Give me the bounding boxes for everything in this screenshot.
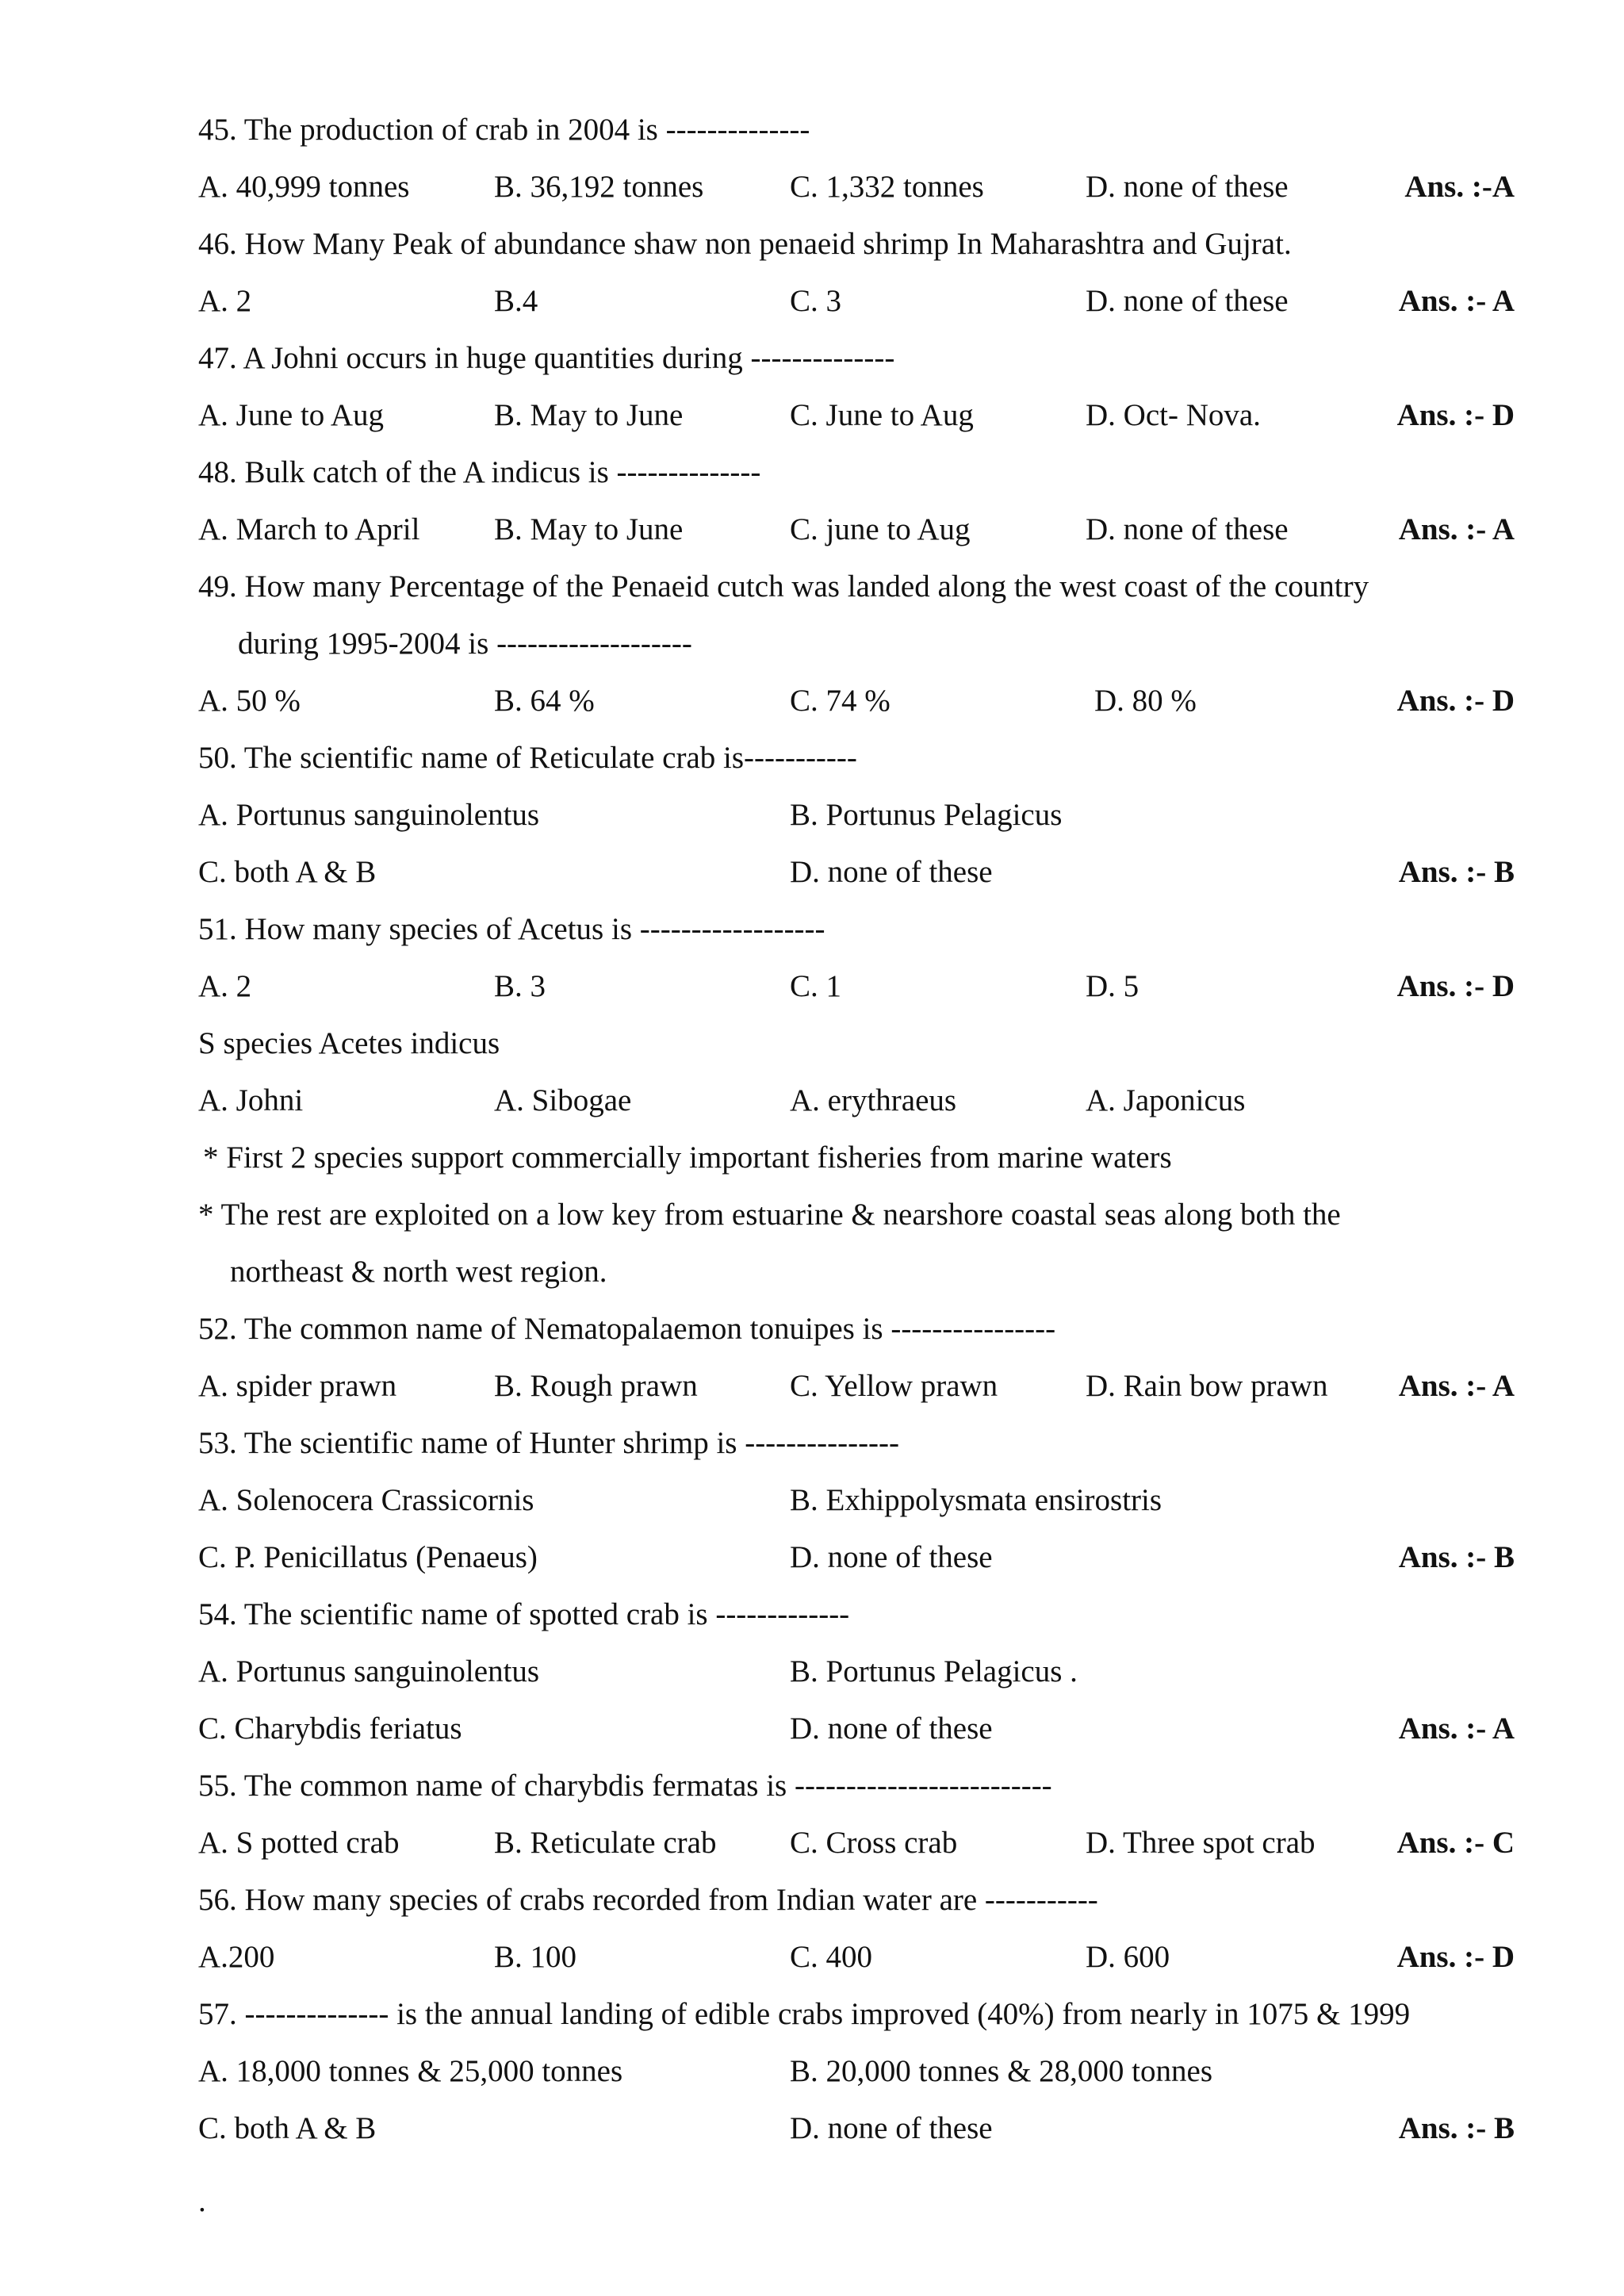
question-52: 52. The common name of Nematopalaemon tonuipes is ---------------- [198, 1312, 1056, 1346]
option-c: C. Charybdis feriatus [198, 1711, 462, 1746]
question-46: 46. How Many Peak of abundance shaw non penaeid shrimp In Maharashtra and Gujrat. [198, 227, 1292, 261]
option-b: B. 64 % [494, 684, 595, 718]
question-48: 48. Bulk catch of the A indicus is -------------- [198, 455, 761, 489]
option-d: D. none of these [790, 2111, 993, 2145]
option-b: B. Exhippolysmata ensirostris [790, 1483, 1162, 1517]
option-d: D. none of these [790, 855, 993, 889]
options-47 [198, 387, 1515, 444]
option-b: B. Reticulate crab [494, 1826, 717, 1860]
option-d: D. none of these [1086, 284, 1289, 318]
options-46 [198, 273, 1515, 330]
options-57-ab [198, 2043, 1515, 2100]
answer: Ans. :- D [1396, 969, 1515, 1003]
answer: Ans. :- A [1398, 512, 1515, 546]
species-item: A. Sibogae [494, 1083, 632, 1117]
option-a: A. March to April [198, 512, 420, 546]
option-b: B. 20,000 tonnes & 28,000 tonnes [790, 2054, 1212, 2088]
options-53-cd [198, 1529, 1515, 1586]
question-53: 53. The scientific name of Hunter shrimp is --------------- [198, 1426, 900, 1460]
species-item: A. erythraeus [790, 1083, 957, 1117]
species-note-1: * First 2 species support commercially important fisheries from marine waters [203, 1140, 1172, 1175]
options-55 [198, 1815, 1515, 1872]
option-a: A. 18,000 tonnes & 25,000 tonnes [198, 2054, 623, 2088]
options-54-cd [198, 1700, 1515, 1757]
option-b: B. May to June [494, 512, 684, 546]
question-49: 49. How many Percentage of the Penaeid cutch was landed along the west coast of the country [198, 569, 1369, 604]
answer: Ans. :- A [1398, 1369, 1515, 1403]
question-56: 56. How many species of crabs recorded from Indian water are ----------- [198, 1883, 1098, 1917]
option-c: C. june to Aug [790, 512, 971, 546]
option-d: D. 5 [1086, 969, 1139, 1003]
option-a: A. Portunus sanguinolentus [198, 798, 540, 832]
option-a: A. 50 % [198, 684, 301, 718]
option-d: D. none of these [1086, 512, 1289, 546]
options-51 [198, 958, 1515, 1015]
options-57-cd [198, 2100, 1515, 2157]
answer: Ans. :- A [1398, 1711, 1515, 1746]
answer: Ans. :- D [1396, 1940, 1515, 1974]
option-a: A. 2 [198, 969, 252, 1003]
option-c: C. 74 % [790, 684, 891, 718]
answer: Ans. :- C [1396, 1826, 1515, 1860]
question-47: 47. A Johni occurs in huge quantities during -------------- [198, 341, 895, 375]
question-55: 55. The common name of charybdis fermatas is ------------------------- [198, 1769, 1052, 1803]
species-title: S species Acetes indicus [198, 1026, 500, 1060]
option-b: B. Rough prawn [494, 1369, 698, 1403]
option-b: B. 3 [494, 969, 546, 1003]
option-c: C. June to Aug [790, 398, 974, 432]
species-item: A. Johni [198, 1083, 304, 1117]
options-53-ab [198, 1472, 1515, 1529]
option-c: C. 400 [790, 1940, 873, 1974]
option-a: A.200 [198, 1940, 275, 1974]
trailing-dot: . [198, 2184, 206, 2218]
option-c: C. 1,332 tonnes [790, 170, 984, 204]
option-a: A. June to Aug [198, 398, 384, 432]
options-48 [198, 501, 1515, 558]
options-45 [198, 159, 1515, 216]
option-a: A. 40,999 tonnes [198, 170, 410, 204]
answer: Ans. :- B [1398, 855, 1515, 889]
option-a: A. Solenocera Crassicornis [198, 1483, 534, 1517]
question-45: 45. The production of crab in 2004 is -------------- [198, 113, 810, 147]
question-49-continued: during 1995-2004 is ------------------- [238, 627, 692, 661]
option-c: C. Cross crab [790, 1826, 958, 1860]
species-list [198, 1072, 1515, 1129]
species-note-3: northeast & north west region. [230, 1255, 607, 1289]
options-56 [198, 1929, 1515, 1986]
options-54-ab [198, 1643, 1515, 1700]
option-d: D. 80 % [1094, 684, 1197, 718]
option-d: D. none of these [790, 1711, 993, 1746]
option-d: D. none of these [1086, 170, 1289, 204]
options-50-ab [198, 787, 1515, 844]
option-a: A. spider prawn [198, 1369, 397, 1403]
answer: Ans. :- D [1396, 684, 1515, 718]
answer: Ans. :- B [1398, 2111, 1515, 2145]
option-d: D. Three spot crab [1086, 1826, 1316, 1860]
option-c: C. 3 [790, 284, 842, 318]
option-b: B. Portunus Pelagicus [790, 798, 1063, 832]
option-c: C. both A & B [198, 855, 377, 889]
option-c: C. 1 [790, 969, 842, 1003]
answer: Ans. :-A [1404, 170, 1515, 204]
question-54: 54. The scientific name of spotted crab is ------------- [198, 1597, 850, 1631]
option-a: A. Portunus sanguinolentus [198, 1654, 540, 1688]
option-c: C. Yellow prawn [790, 1369, 998, 1403]
option-c: C. P. Penicillatus (Penaeus) [198, 1540, 538, 1574]
option-c: C. both A & B [198, 2111, 377, 2145]
option-a: A. 2 [198, 284, 252, 318]
answer: Ans. :- A [1398, 284, 1515, 318]
option-d: D. Oct- Nova. [1086, 398, 1261, 432]
option-b: B. 100 [494, 1940, 577, 1974]
answer: Ans. :- B [1398, 1540, 1515, 1574]
option-a: A. S potted crab [198, 1826, 400, 1860]
options-50-cd [198, 844, 1515, 901]
options-49 [198, 673, 1515, 730]
answer: Ans. :- D [1396, 398, 1515, 432]
species-note-2: * The rest are exploited on a low key from estuarine & nearshore coastal seas along both the [198, 1198, 1341, 1232]
option-b: B. Portunus Pelagicus . [790, 1654, 1078, 1688]
question-page [198, 102, 1515, 2157]
option-d: D. Rain bow prawn [1086, 1369, 1328, 1403]
question-50: 50. The scientific name of Reticulate crab is----------- [198, 741, 857, 775]
options-52 [198, 1358, 1515, 1415]
option-b: B. 36,192 tonnes [494, 170, 704, 204]
question-51: 51. How many species of Acetus is ------------------ [198, 912, 825, 946]
option-b: B. May to June [494, 398, 684, 432]
question-57: 57. -------------- is the annual landing of edible crabs improved (40%) from nearly in 1075 & 1999 [198, 1997, 1411, 2031]
option-d: D. 600 [1086, 1940, 1170, 1974]
species-item: A. Japonicus [1086, 1083, 1246, 1117]
option-d: D. none of these [790, 1540, 993, 1574]
option-b: B.4 [494, 284, 538, 318]
